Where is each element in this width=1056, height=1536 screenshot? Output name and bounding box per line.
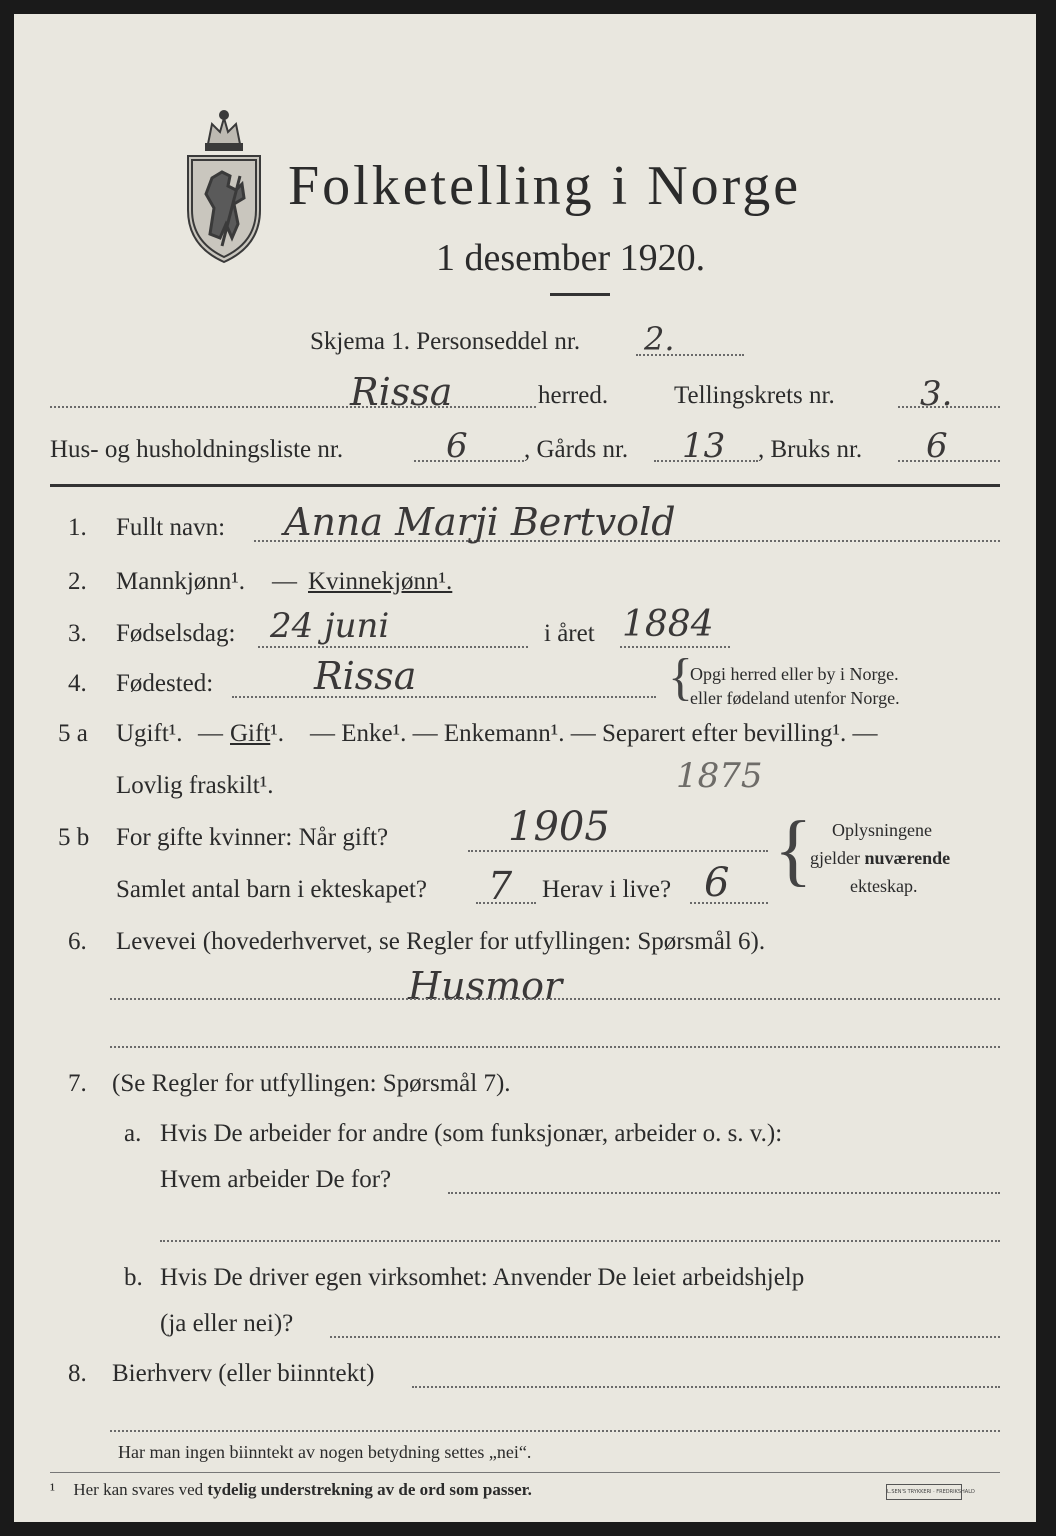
- birth-year-value[interactable]: 1884: [622, 604, 714, 645]
- option-male[interactable]: Mannkjønn¹.: [116, 568, 246, 595]
- q5b-label: For gifte kvinner: Når gift?: [116, 824, 389, 851]
- coat-of-arms-icon: [174, 106, 274, 268]
- birthday-value[interactable]: 24 juni: [270, 606, 390, 646]
- children-label: Samlet antal barn i ekteskapet?: [116, 876, 427, 903]
- option-female-underlined[interactable]: Kvinnekjønn¹.: [308, 568, 453, 595]
- q5a-dash: —: [198, 720, 223, 747]
- q6-number: 6.: [68, 928, 87, 955]
- q5b-note-line2: [810, 848, 950, 869]
- q5b-note-bold: nuværende: [864, 848, 951, 868]
- married-year-value[interactable]: 1905: [508, 804, 610, 850]
- extra-year-annotation: 1875: [676, 756, 763, 796]
- q5b-brace: {: [774, 806, 813, 894]
- form-title: Folketelling i Norge: [288, 155, 802, 217]
- husliste-field-line: [414, 460, 524, 462]
- q7-number: 7.: [68, 1070, 87, 1097]
- option-gift-text: Gift: [230, 720, 271, 747]
- municipality-value[interactable]: Rissa: [350, 370, 453, 414]
- q5a-other-options[interactable]: — Enke¹. — Enkemann¹. — Separert efter bevilling¹. —: [310, 720, 878, 747]
- q7a-number: a.: [124, 1120, 142, 1147]
- husliste-number[interactable]: 6: [446, 426, 468, 466]
- q5b-number: 5 b: [58, 824, 90, 851]
- option-gift-sup: ¹.: [270, 720, 285, 747]
- q5b-note-text: gjelder: [810, 848, 865, 868]
- footer-rule: [50, 1472, 1000, 1473]
- option-lovlig-fraskilt[interactable]: Lovlig fraskilt¹.: [116, 772, 274, 799]
- q7a-question: Hvem arbeider De for?: [160, 1166, 392, 1193]
- married-field-line: [468, 850, 768, 852]
- q1-number: 1.: [68, 514, 87, 541]
- occupation-value[interactable]: Husmor: [408, 964, 563, 1008]
- schema-label: Skjema 1. Personseddel nr.: [310, 328, 581, 355]
- q4-number: 4.: [68, 670, 87, 697]
- q8-label: Bierhverv (eller biinntekt): [112, 1360, 375, 1387]
- occupation-field-line-1: [110, 998, 1000, 1000]
- q7b-question: (ja eller nei)?: [160, 1310, 294, 1337]
- birthday-field-line: [258, 646, 528, 648]
- employer-field-line-2: [160, 1240, 1000, 1242]
- q7a-text: Hvis De arbeider for andre (som funksjonær, arbeider o. s. v.):: [160, 1120, 783, 1147]
- municipality-field-line: [50, 406, 536, 408]
- alive-label: Herav i live?: [542, 876, 672, 903]
- year-field-line: [620, 646, 730, 648]
- census-form-page: [14, 14, 1036, 1522]
- tellingskrets-label: Tellingskrets nr.: [674, 382, 835, 409]
- q5a-number: 5 a: [58, 720, 88, 747]
- gards-number[interactable]: 13: [682, 426, 726, 466]
- footnote-marker: ¹: [50, 1480, 56, 1499]
- tellingskrets-number[interactable]: 3.: [920, 374, 953, 414]
- footnote-text-a: Her kan svares ved: [73, 1480, 208, 1499]
- q5b-note-line3: ekteskap.: [850, 876, 918, 896]
- bruks-number[interactable]: 6: [926, 426, 948, 466]
- q2-separator: —: [272, 568, 297, 595]
- census-date: 1 desember 1920.: [436, 237, 706, 279]
- employer-field-line: [448, 1192, 1000, 1194]
- title-divider: [550, 293, 610, 296]
- q3-label: Fødselsdag:: [116, 620, 236, 647]
- husliste-label: Hus- og husholdningsliste nr.: [50, 436, 344, 463]
- year-label: i året: [544, 620, 595, 647]
- footnote: [50, 1480, 532, 1500]
- q6-label: Levevei (hovederhvervet, se Regler for utfyllingen: Spørsmål 6).: [116, 928, 766, 955]
- side-income-field-line-2: [110, 1430, 1000, 1432]
- q7b-text: Hvis De driver egen virksomhet: Anvender De leiet arbeidshjelp: [160, 1264, 805, 1291]
- no-income-note: Har man ingen biinntekt av nogen betydning settes „nei“.: [118, 1442, 532, 1462]
- q3-number: 3.: [68, 620, 87, 647]
- occupation-field-line-2: [110, 1046, 1000, 1048]
- bruks-field-line: [898, 460, 1000, 462]
- q4-note-line1: Opgi herred eller by i Norge.: [690, 664, 899, 684]
- birthplace-field-line: [232, 696, 656, 698]
- children-count-value[interactable]: 7: [488, 864, 513, 908]
- alive-count-value[interactable]: 6: [704, 860, 730, 906]
- bruks-label: , Bruks nr.: [758, 436, 863, 463]
- q7b-number: b.: [124, 1264, 143, 1291]
- gards-label: , Gårds nr.: [524, 436, 629, 463]
- full-name-value[interactable]: Anna Marji Bertvold: [284, 500, 676, 544]
- printer-stamp: L.SEN'S TRYKKERI · FREDRIKSHALD: [886, 1484, 962, 1500]
- header-rule: [50, 484, 1000, 487]
- q2-number: 2.: [68, 568, 87, 595]
- side-income-field-line: [412, 1386, 1000, 1388]
- option-gift-underlined[interactable]: [230, 720, 284, 748]
- herred-label: herred.: [538, 382, 609, 409]
- birthplace-value[interactable]: Rissa: [314, 654, 417, 698]
- q4-brace: {: [668, 649, 693, 706]
- footnote-text-bold: tydelig understrekning av de: [207, 1480, 416, 1499]
- q8-number: 8.: [68, 1360, 87, 1387]
- q1-label: Fullt navn:: [116, 514, 226, 541]
- q7-label: (Se Regler for utfyllingen: Spørsmål 7).: [112, 1070, 511, 1097]
- option-ugift[interactable]: Ugift¹.: [116, 720, 183, 747]
- q4-note-line2: eller fødeland utenfor Norge.: [690, 688, 900, 708]
- q5b-note-line1: Oplysningene: [832, 820, 932, 840]
- schema-number[interactable]: 2.: [644, 320, 675, 358]
- hired-help-field-line: [330, 1336, 1000, 1338]
- footnote-text-c: ord som passer.: [415, 1480, 532, 1499]
- q4-label: Fødested:: [116, 670, 214, 697]
